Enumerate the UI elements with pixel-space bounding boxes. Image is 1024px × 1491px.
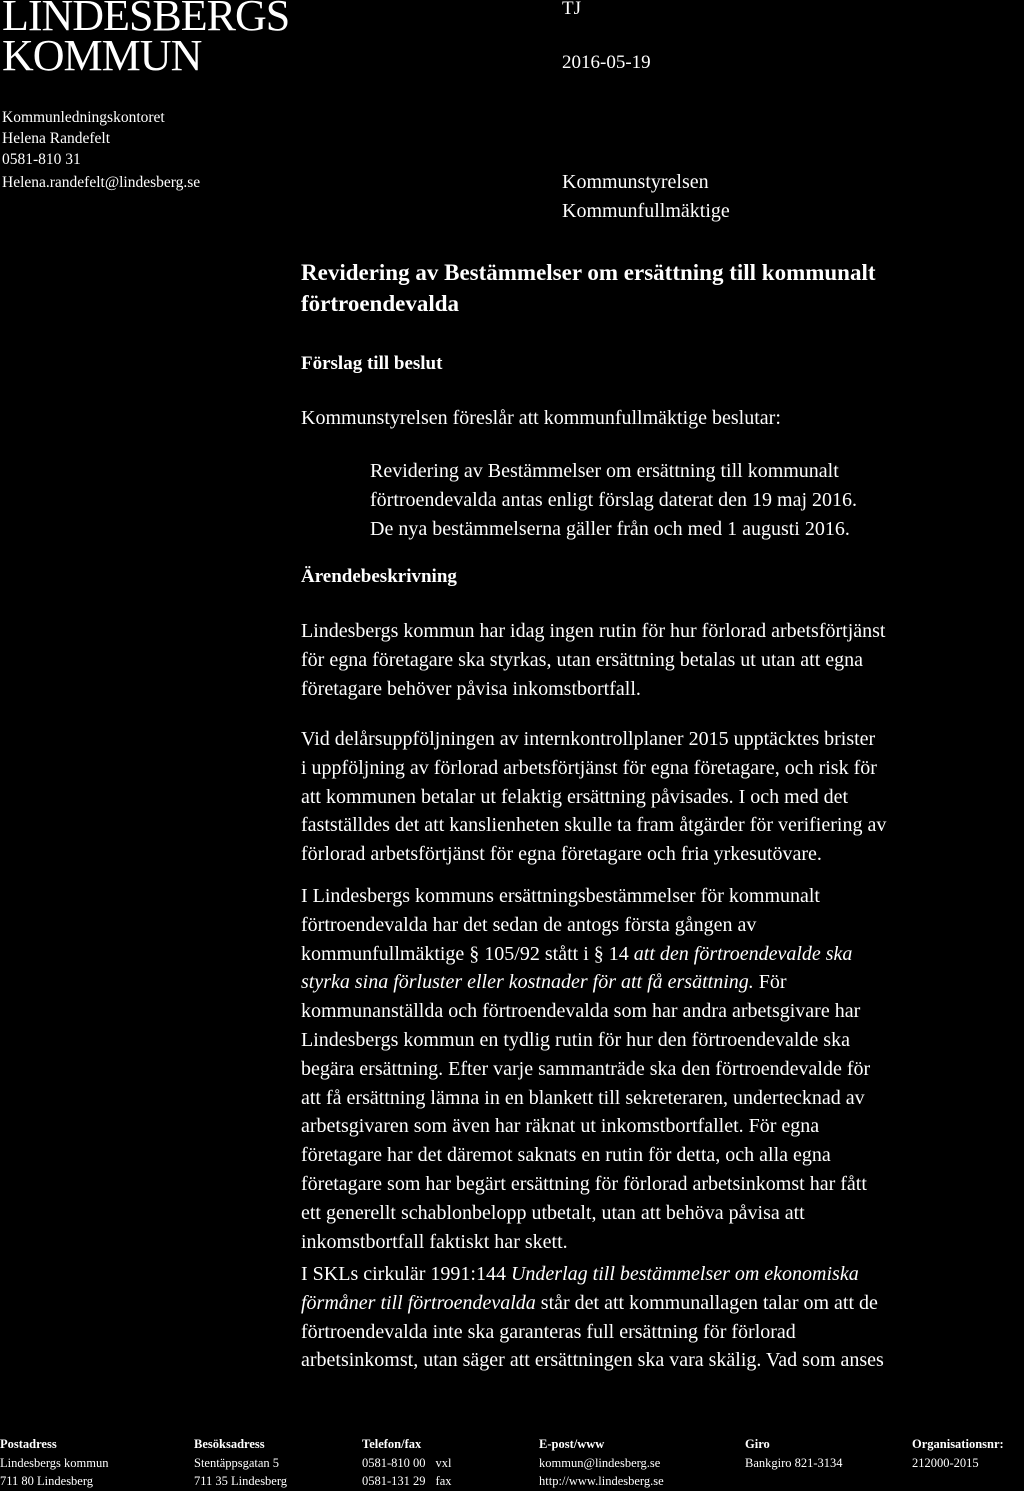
sender-email: Helena.randefelt@lindesberg.se [2,174,201,191]
footer-giro: Giro Bankgiro 821-3134 [745,1437,843,1470]
document-title: Revidering av Bestämmelser om ersättning till kommunalt förtroendevalda [301,260,876,316]
proposal-intro: Kommunstyrelsen föreslår att kommunfullmäktige beslutar: [301,407,781,429]
description-paragraph-1: Lindesbergs kommun har idag ingen rutin för hur förlorad arbetsförtjänst för egna företagare ska styrkas, utan ersättning betalas ut utan att egna företagare behöver påvisa inkomstbortfall. [301,620,886,700]
sender-department: Kommunledningskontoret [2,109,165,126]
logo [2,0,290,80]
footer-postal: Postadress Lindesbergs kommun 711 80 Lindesberg [0,1437,109,1488]
footer-web: E-post/www kommun@lindesberg.se http://www.lindesberg.se [539,1435,664,1491]
document-reference: TJ [562,0,581,19]
footer-org: Organisationsnr: 212000-2015 [912,1437,1004,1470]
sender-phone: 0581-810 31 [2,151,81,168]
proposal-decision: Revidering av Bestämmelser om ersättning till kommunalt förtroendevalda antas enligt förslag daterat den 19 maj 2016. De nya bestämmelserna gäller från och med 1 augusti 2016. [370,460,858,540]
footer-phone: Telefon/fax 0581-810 00 vxl 0581-131 29 fax [362,1437,452,1488]
footer-email-link[interactable]: kommun@lindesberg.se [539,1455,661,1470]
proposal-heading: Förslag till beslut [301,353,443,374]
sender-block [2,107,200,193]
description-paragraph-2: Vid delårsuppföljningen av internkontrollplaner 2015 upptäcktes brister i uppföljning av förlorad arbetsförtjänst för egna företagare, och risk för att kommunen betalar ut felaktig ersättning påvisades. I och med det fastställdes det att kanslienheten skulle ta fram åtgärder för verifiering av förlorad arbetsförtjänst för egna företagare och fria yrkesutövare. [301,728,887,866]
sender-name: Helena Randefelt [2,130,111,147]
recipient-2: Kommunfullmäktige [562,200,730,222]
recipient-1: Kommunstyrelsen [562,171,709,193]
description-paragraph-4: I SKLs cirkulär 1991:144 Underlag till bestämmelser om ekonomiska förmåner till förtroendevalda står det att kommunallagen talar om att de förtroendevalda inte ska garanteras full ersättning för förlorad arbetsinkomst, utan säger att ersättningen ska vara skälig. Vad som anses [301,1263,884,1372]
logo-line-2: KOMMUN [2,31,202,80]
recipients [562,168,730,226]
description-heading: Ärendebeskrivning [301,566,457,587]
footer-visit: Besöksadress Stentäppsgatan 5 711 35 Lindesberg [194,1437,288,1488]
document-date: 2016-05-19 [562,52,651,73]
footer-website-link[interactable]: http://www.lindesberg.se [539,1474,664,1488]
description-paragraph-3: I Lindesbergs kommuns ersättningsbestämmelser för kommunalt förtroendevalda har det sedan de antogs första gången av kommunfullmäktige § 105/92 stått i § 14 att den förtroendevalde ska styrka sina förluster eller kostnader för att få ersättning. För kommunanställda och förtroendevalda som har andra arbetsgivare har Lindesbergs kommun en tydlig rutin för hur den förtroendevalde ska begära ersättning. Efter varje sammanträde ska den förtroendevalde för att få ersättning lämna in en blankett till sekreteraren, undertecknad av arbetsgivaren som även har räknat ut inkomstbortfallet. För egna företagare har det däremot saknats en rutin för detta, och alla egna företagare som har begärt ersättning för förlorad arbetsinkomst har fått ett generellt schablonbelopp utbetalt, utan att behöva påvisa att inkomstbortfall faktiskt har skett. [301,885,871,1253]
logo-line-1: LINDESBERGS [2,0,290,40]
